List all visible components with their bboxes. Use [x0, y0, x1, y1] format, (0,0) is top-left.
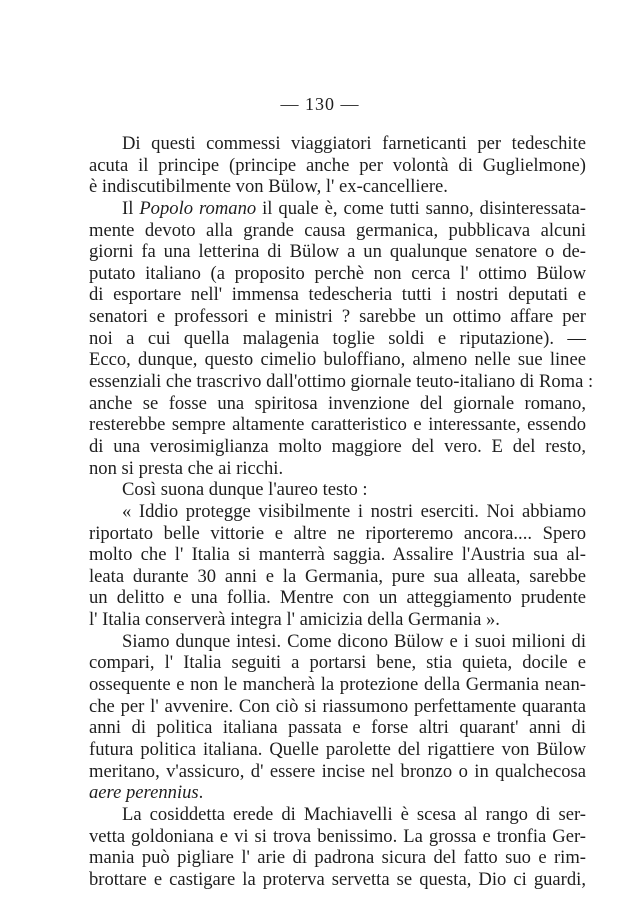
text-line: è indiscutibilmente von Bülow, l' ex-cancelliere.	[89, 176, 448, 198]
text-line: Siamo dunque intesi. Come dicono Bülow e i suoi milioni di	[122, 630, 586, 652]
text-line: noi a cui quella malagenia toglie soldi e riputazione). —	[89, 327, 586, 349]
text-line: Così suona dunque l'aureo testo :	[122, 479, 368, 501]
text-line: essenziali che trascrivo dall'ottimo giornale teuto-italiano di Roma :	[89, 371, 594, 393]
text-line: compari, l' Italia seguiti a portarsi bene, stia quieta, docile e	[89, 652, 586, 674]
text-line: senatori e professori e ministri ? sarebbe un ottimo affare per	[89, 306, 586, 328]
text-line: riportato belle vittorie e altre ne riporteremo ancora.... Spero	[89, 522, 586, 544]
italic-text: aere perennius	[89, 782, 199, 804]
text-line: « Iddio protegge visibilmente i nostri eserciti. Noi abbiamo	[122, 500, 586, 522]
text-line: vetta goldoniana e vi si trova benissimo. La grossa e tronfia Ger-	[89, 825, 586, 847]
page-number: — 130 —	[280, 94, 360, 114]
text-line: ossequente e non le mancherà la protezione della Germania nean-	[89, 674, 586, 696]
text-line: Di questi commessi viaggiatori farneticanti per tedeschite	[122, 133, 586, 154]
text-line: di una verosimiglianza molto maggiore del vero. E del resto,	[89, 435, 586, 457]
text-line: Ecco, dunque, questo cimelio buloffiano, almeno nelle sue linee	[89, 349, 586, 371]
text-line: mente devoto alla grande causa germanica, pubblicava alcuni	[89, 219, 586, 241]
text-line	[89, 198, 586, 220]
text-line: un delitto e una follia. Mentre con un atteggiamento prudente	[89, 587, 586, 609]
text-line: l' Italia conserverà integra l' amicizia della Germania ».	[89, 609, 500, 631]
text-line: giorni fa una letterina di Bülow a un qualunque senatore o de-	[89, 241, 586, 263]
text-line	[89, 782, 586, 804]
text-line: meritano, v'assicuro, d' essere incise nel bronzo o in qualchecosa	[89, 760, 586, 782]
text-line: anche se fosse una spiritosa invenzione del giornale romano,	[89, 392, 586, 414]
text-span: Il	[122, 197, 140, 219]
text-line: non si presta che ai ricchi.	[89, 457, 284, 479]
text-line: di esportare nell' immensa tedescheria tutti i nostri deputati e	[89, 284, 586, 306]
text-line: leata durante 30 anni e la Germania, pure sua alleata, sarebbe	[89, 565, 586, 587]
text-span: il quale è, come tutti sanno, disinteressata-	[256, 197, 586, 219]
text-line: che per l' avvenire. Con ciò si riassumono perfettamente quaranta	[89, 695, 586, 717]
text-line: anni di politica italiana passata e forse altri quarant' anni di	[89, 717, 586, 739]
text-line: putato italiano (a proposito perchè non cerca l' ottimo Bülow	[89, 262, 586, 284]
text-line: resterebbe sempre altamente caratteristico e interessante, essendo	[89, 414, 586, 436]
text-line: molto che l' Italia si manterrà saggia. Assalire l'Austria sua al-	[89, 544, 586, 566]
text-line: acuta il principe (principe anche per volontà di Guglielmone)	[89, 154, 586, 176]
body-text	[89, 133, 594, 890]
italic-text: Popolo romano	[139, 197, 257, 219]
text-span: .	[198, 782, 204, 804]
text-line: mania può pigliare l' arie di padrona sicura del fatto suo e rim-	[89, 847, 586, 869]
text-line: futura politica italiana. Quelle parolette del rigattiere von Bülow	[89, 738, 586, 760]
text-line: La cosiddetta erede di Machiavelli è scesa al rango di ser-	[122, 803, 586, 825]
text-line: brottare e castigare la proterva servetta se questa, Dio ci guardi,	[89, 868, 586, 890]
